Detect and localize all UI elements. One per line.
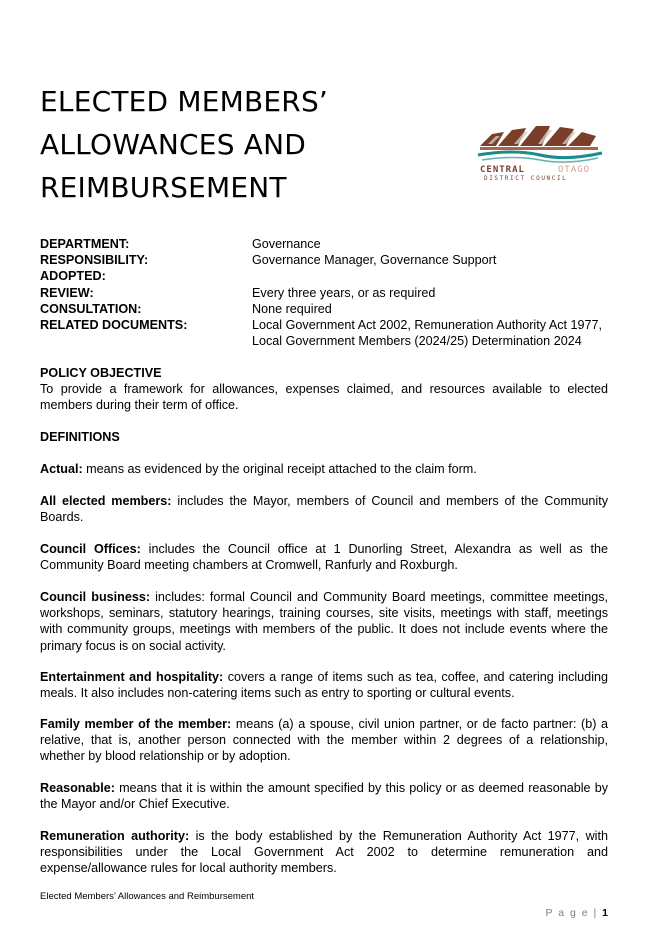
meta-label: REVIEW: <box>40 285 94 300</box>
central-otago-logo <box>474 124 606 182</box>
definition-term: All elected members: <box>40 494 172 508</box>
definition-text: includes: formal Council and Community Board meetings, committee meetings, workshops, seminars, statutory hearings, training courses, site visits, meetings with staff, meetings with community groups, meetings with members of the public. It does not include events where the primary focus is on social activity. <box>40 590 608 653</box>
definition-text: includes the Council office at 1 Dunorling Street, Alexandra as well as the Community Board meeting chambers at Cromwell, Ranfurly and Roxburgh. <box>40 542 609 573</box>
section-heading: POLICY OBJECTIVE <box>40 366 162 380</box>
definition-term: Reasonable: <box>40 781 115 795</box>
definition-text: means (a) a spouse, civil union partner, or de facto partner: (b) a relative, that is, another person connected with the member within 2 degrees of a relationship, whether by blood relationship or by adoption. <box>40 717 609 764</box>
policy-metadata <box>40 236 615 349</box>
definition-term: Family member of the member: <box>40 717 232 731</box>
section-heading: DEFINITIONS <box>40 430 120 444</box>
definition-text: includes the Mayor, members of Council and members of the Community Boards. <box>40 494 608 525</box>
definition-text: means that it is within the amount specified by this policy or as deemed reasonable by the Mayor and/or Chief Executive. <box>40 781 608 812</box>
definitions-heading-block <box>40 429 608 445</box>
definition-item <box>40 780 608 812</box>
meta-value-line-2: Local Government Members (2024/25) Determination 2024 <box>252 334 582 349</box>
footer-document-title: Elected Members’ Allowances and Reimbursement <box>40 891 255 902</box>
meta-row-department <box>40 236 615 252</box>
definition-term: Remuneration authority: <box>40 829 190 843</box>
definition-term: Entertainment and hospitality: <box>40 670 224 684</box>
meta-label: ADOPTED: <box>40 269 106 284</box>
policy-objective-text: To provide a framework for allowances, expenses claimed, and resources available to elected members during their term of office. <box>40 382 608 413</box>
meta-value: Governance Manager, Governance Support <box>252 253 497 268</box>
meta-row-consultation <box>40 301 615 317</box>
meta-row-review <box>40 285 615 301</box>
definition-text: means as evidenced by the original receipt attached to the claim form. <box>82 462 477 476</box>
svg-text:OTAGO: OTAGO <box>558 165 591 175</box>
policy-objective-section <box>40 365 608 414</box>
svg-text:CENTRAL: CENTRAL <box>480 165 525 175</box>
definition-item <box>40 716 608 765</box>
definition-text: covers a range of items such as tea, coffee, and catering including meals. It also includes non-catering items such as entry to sporting or cultural events. <box>40 670 608 701</box>
svg-text:DISTRICT COUNCIL: DISTRICT COUNCIL <box>484 175 568 182</box>
document-title <box>40 80 400 209</box>
meta-value: Every three years, or as required <box>252 285 436 300</box>
definition-item <box>40 493 608 525</box>
meta-label: RELATED DOCUMENTS: <box>40 318 188 333</box>
meta-label: RESPONSIBILITY: <box>40 253 149 268</box>
meta-label: CONSULTATION: <box>40 301 142 316</box>
meta-value <box>252 317 615 349</box>
meta-value: Governance <box>252 237 321 251</box>
page-number-value: 1 <box>602 907 608 919</box>
definition-item <box>40 828 608 877</box>
title-line-1: ELECTED MEMBERS’ <box>40 85 329 118</box>
meta-value <box>252 268 615 284</box>
definition-item <box>40 541 608 573</box>
page-label: P a g e | <box>545 907 598 919</box>
meta-row-related-documents <box>40 317 615 349</box>
definition-item <box>40 669 608 701</box>
definition-term: Council business: <box>40 590 151 604</box>
title-line-2: ALLOWANCES AND <box>40 128 307 161</box>
meta-label: DEPARTMENT: <box>40 237 130 251</box>
definition-item <box>40 461 608 477</box>
meta-row-adopted <box>40 268 615 284</box>
title-line-3: REIMBURSEMENT <box>40 171 287 204</box>
definition-term: Council Offices: <box>40 542 141 556</box>
meta-value-line-1: Local Government Act 2002, Remuneration Authority Act 1977, <box>252 318 603 333</box>
definition-term: Actual: <box>40 462 83 476</box>
meta-value: None required <box>252 301 332 316</box>
definition-text: is the body established by the Remuneration Authority Act 1977, with responsibilities under the Local Government Act 2002 to determine remuneration and expense/allowance rules for local authority members. <box>40 829 608 876</box>
meta-row-responsibility <box>40 252 615 268</box>
page-number <box>546 907 609 919</box>
definition-item <box>40 589 608 654</box>
